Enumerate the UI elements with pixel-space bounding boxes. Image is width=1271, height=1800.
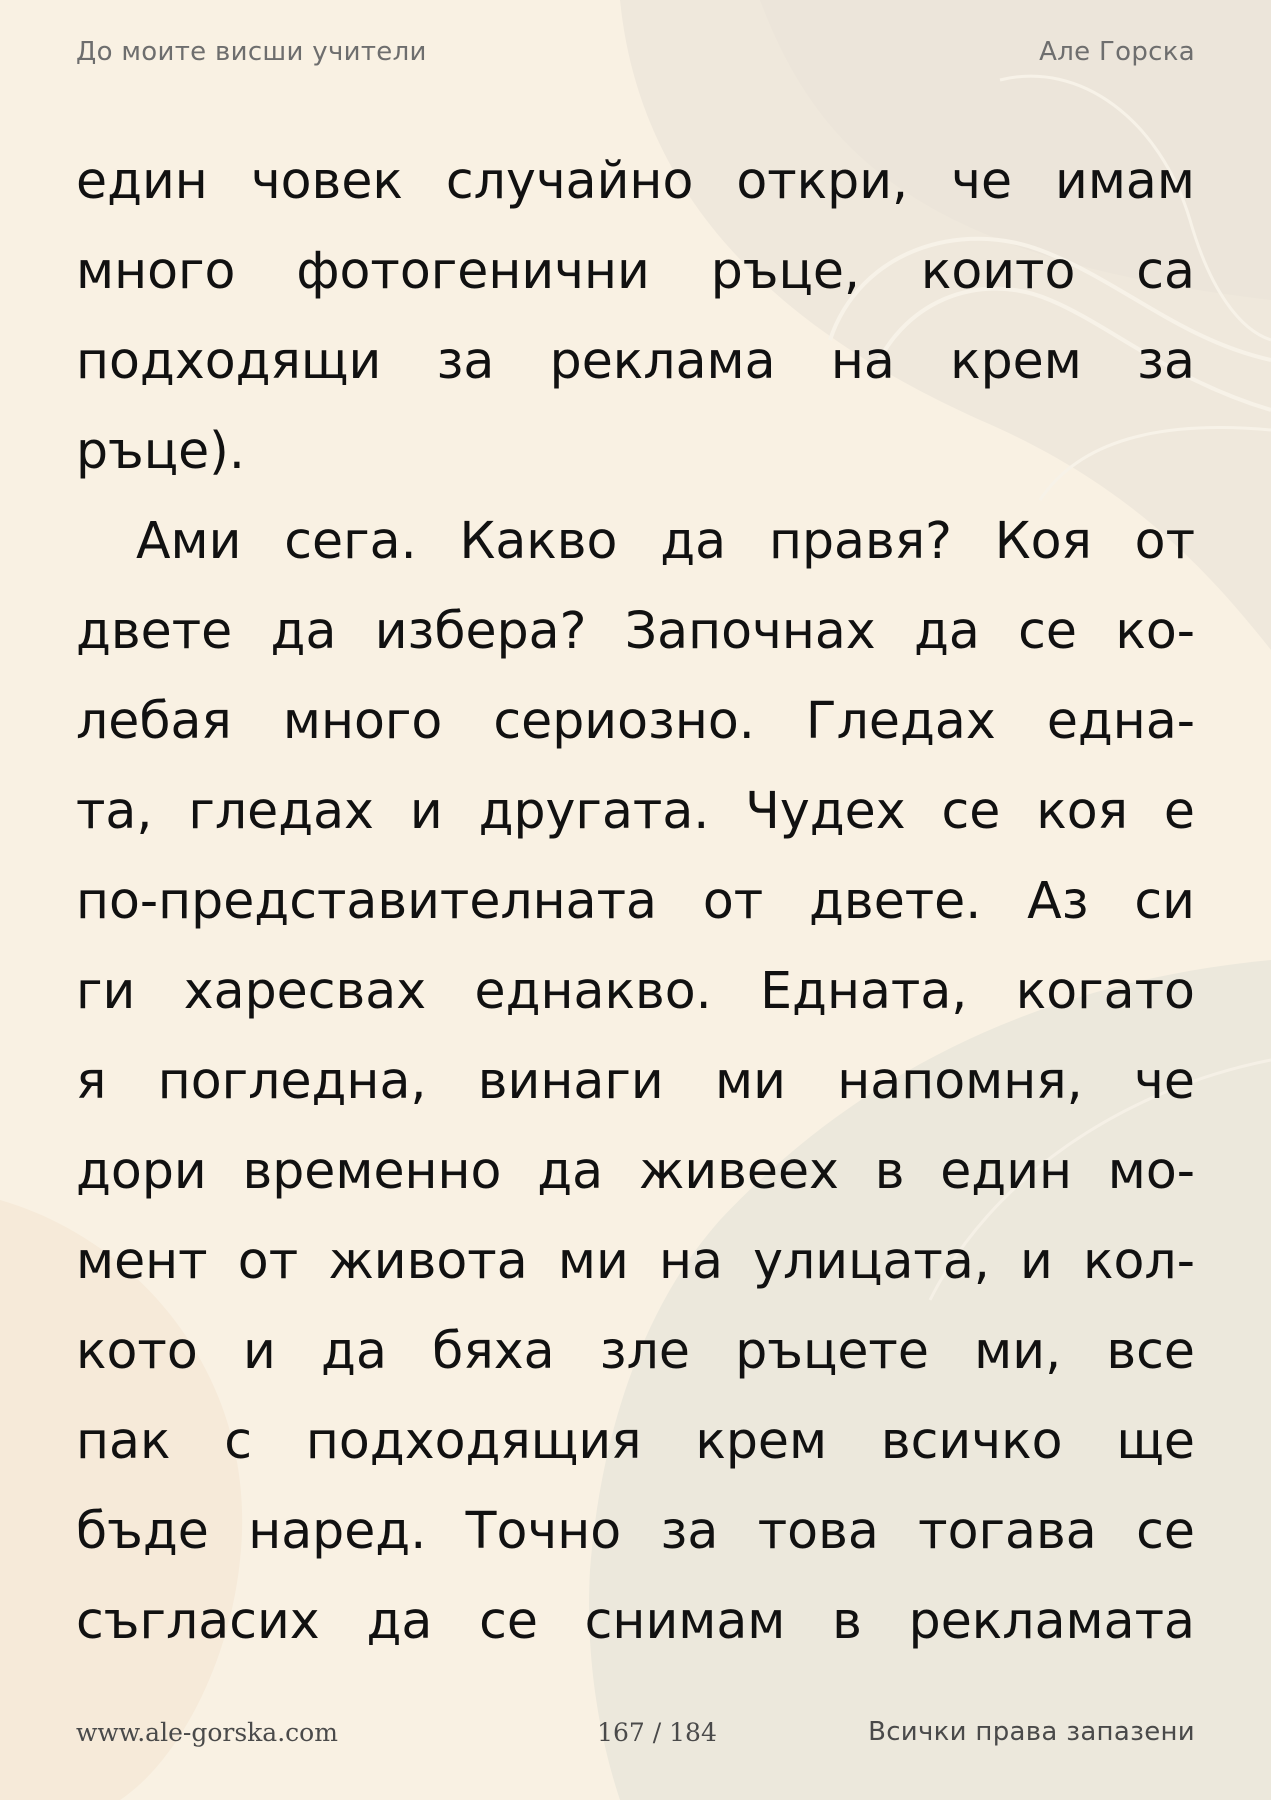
word: един <box>76 151 208 210</box>
text-line <box>76 1306 1195 1396</box>
word: мент <box>76 1231 208 1290</box>
word: бяха <box>432 1321 555 1380</box>
word: да <box>270 601 337 660</box>
word: ги <box>76 961 136 1020</box>
running-footer <box>76 1712 1195 1752</box>
word: пак <box>76 1411 171 1470</box>
word: от <box>237 1231 299 1290</box>
word: тогава <box>918 1501 1097 1560</box>
word: крем <box>695 1411 828 1470</box>
word: с <box>224 1411 253 1470</box>
word: погледна, <box>157 1051 427 1110</box>
word: подходящия <box>305 1411 642 1470</box>
word: за <box>660 1501 719 1560</box>
text-line <box>76 856 1195 946</box>
word: много <box>76 241 236 300</box>
copyright-notice: Всички права запазени <box>868 1717 1195 1747</box>
word: на <box>830 331 895 390</box>
word: наред. <box>248 1501 427 1560</box>
running-header <box>76 34 1195 70</box>
word: Какво <box>459 511 618 570</box>
word: кол- <box>1083 1231 1195 1290</box>
word: и <box>1020 1231 1053 1290</box>
word: един <box>940 1141 1073 1200</box>
text-line <box>76 1126 1195 1216</box>
word: от <box>1134 511 1195 570</box>
word: харесвах <box>183 961 427 1020</box>
word: бъде <box>76 1501 209 1560</box>
text-line <box>76 226 1195 316</box>
word: Гледах <box>805 691 996 750</box>
word: се <box>479 1591 538 1650</box>
word: и <box>242 1321 276 1380</box>
text-line <box>76 766 1195 856</box>
word: в <box>874 1141 905 1200</box>
word: ми, <box>974 1321 1062 1380</box>
word: я <box>76 1051 107 1110</box>
word: рекламата <box>908 1591 1195 1650</box>
body-text <box>76 136 1195 1666</box>
word: другата. <box>478 781 710 840</box>
word: че <box>1134 1051 1195 1110</box>
word: в <box>832 1591 862 1650</box>
word: ръце, <box>710 241 860 300</box>
word: ми <box>557 1231 629 1290</box>
text-line <box>76 496 1195 586</box>
word: че <box>951 151 1013 210</box>
word: ще <box>1116 1411 1195 1470</box>
word: е <box>1163 781 1195 840</box>
website-link[interactable]: www.ale-gorska.com <box>76 1717 338 1747</box>
word: винаги <box>477 1051 664 1110</box>
text-line <box>76 1036 1195 1126</box>
text-line <box>76 586 1195 676</box>
word: ми <box>715 1051 786 1110</box>
word: да <box>537 1141 604 1200</box>
page-number: 167 / 184 <box>597 1717 717 1747</box>
word: фотогенични <box>296 241 650 300</box>
text-line <box>76 676 1195 766</box>
word: си <box>1134 871 1195 930</box>
word: случайно <box>445 151 694 210</box>
word: откри, <box>736 151 909 210</box>
word: се <box>1018 601 1078 660</box>
word: все <box>1106 1321 1195 1380</box>
word: Започнах <box>624 601 876 660</box>
word: коя <box>1036 781 1129 840</box>
word: които <box>920 241 1076 300</box>
word: реклама <box>549 331 776 390</box>
word: Ами <box>136 511 242 570</box>
word: еднакво. <box>474 961 712 1020</box>
word: много <box>282 691 443 750</box>
word: избера? <box>374 601 587 660</box>
word: се <box>1136 1501 1195 1560</box>
word: се <box>941 781 1001 840</box>
word: живота <box>328 1231 528 1290</box>
word: и <box>409 781 443 840</box>
word: напомня, <box>837 1051 1083 1110</box>
text-line <box>76 406 1195 496</box>
word: всичко <box>880 1411 1063 1470</box>
word: на <box>658 1231 723 1290</box>
word: временно <box>242 1141 502 1200</box>
word: да <box>660 511 727 570</box>
word: са <box>1136 241 1195 300</box>
text-line <box>76 1576 1195 1666</box>
word: една- <box>1046 691 1195 750</box>
word: Аз <box>1027 871 1089 930</box>
text-line <box>76 946 1195 1036</box>
word: двете. <box>809 871 982 930</box>
word: ръцете <box>735 1321 929 1380</box>
word: Коя <box>994 511 1092 570</box>
word: лебая <box>76 691 232 750</box>
word: човек <box>250 151 403 210</box>
word: когато <box>1015 961 1195 1020</box>
word: да <box>366 1591 433 1650</box>
word: Едната, <box>760 961 968 1020</box>
word: Точно <box>465 1501 622 1560</box>
word: имам <box>1055 151 1195 210</box>
word: двете <box>76 601 233 660</box>
word: да <box>321 1321 387 1380</box>
word: по-представителната <box>76 871 657 930</box>
word: мо- <box>1107 1141 1195 1200</box>
word: това <box>757 1501 879 1560</box>
word: зле <box>599 1321 690 1380</box>
word: Чудех <box>745 781 906 840</box>
word: снимам <box>584 1591 786 1650</box>
word: гледах <box>188 781 374 840</box>
word: от <box>702 871 764 930</box>
word: за <box>436 331 495 390</box>
text-line <box>76 1486 1195 1576</box>
text-line <box>76 1396 1195 1486</box>
word: съгласих <box>76 1591 320 1650</box>
word: ръце). <box>76 421 245 480</box>
word: да <box>913 601 980 660</box>
word: сериозно. <box>493 691 755 750</box>
text-line <box>76 136 1195 226</box>
text-line <box>76 316 1195 406</box>
word: улицата, <box>753 1231 990 1290</box>
word: кото <box>76 1321 198 1380</box>
author-name: Але Горска <box>1039 37 1195 67</box>
word: ко- <box>1115 601 1195 660</box>
word: сега. <box>284 511 417 570</box>
word: за <box>1137 331 1195 390</box>
word: живеех <box>638 1141 839 1200</box>
text-line <box>76 1216 1195 1306</box>
word: та, <box>76 781 153 840</box>
book-title: До моите висши учители <box>76 37 427 67</box>
word: крем <box>950 331 1082 390</box>
word: дори <box>76 1141 207 1200</box>
word: правя? <box>768 511 952 570</box>
word: подходящи <box>76 331 382 390</box>
